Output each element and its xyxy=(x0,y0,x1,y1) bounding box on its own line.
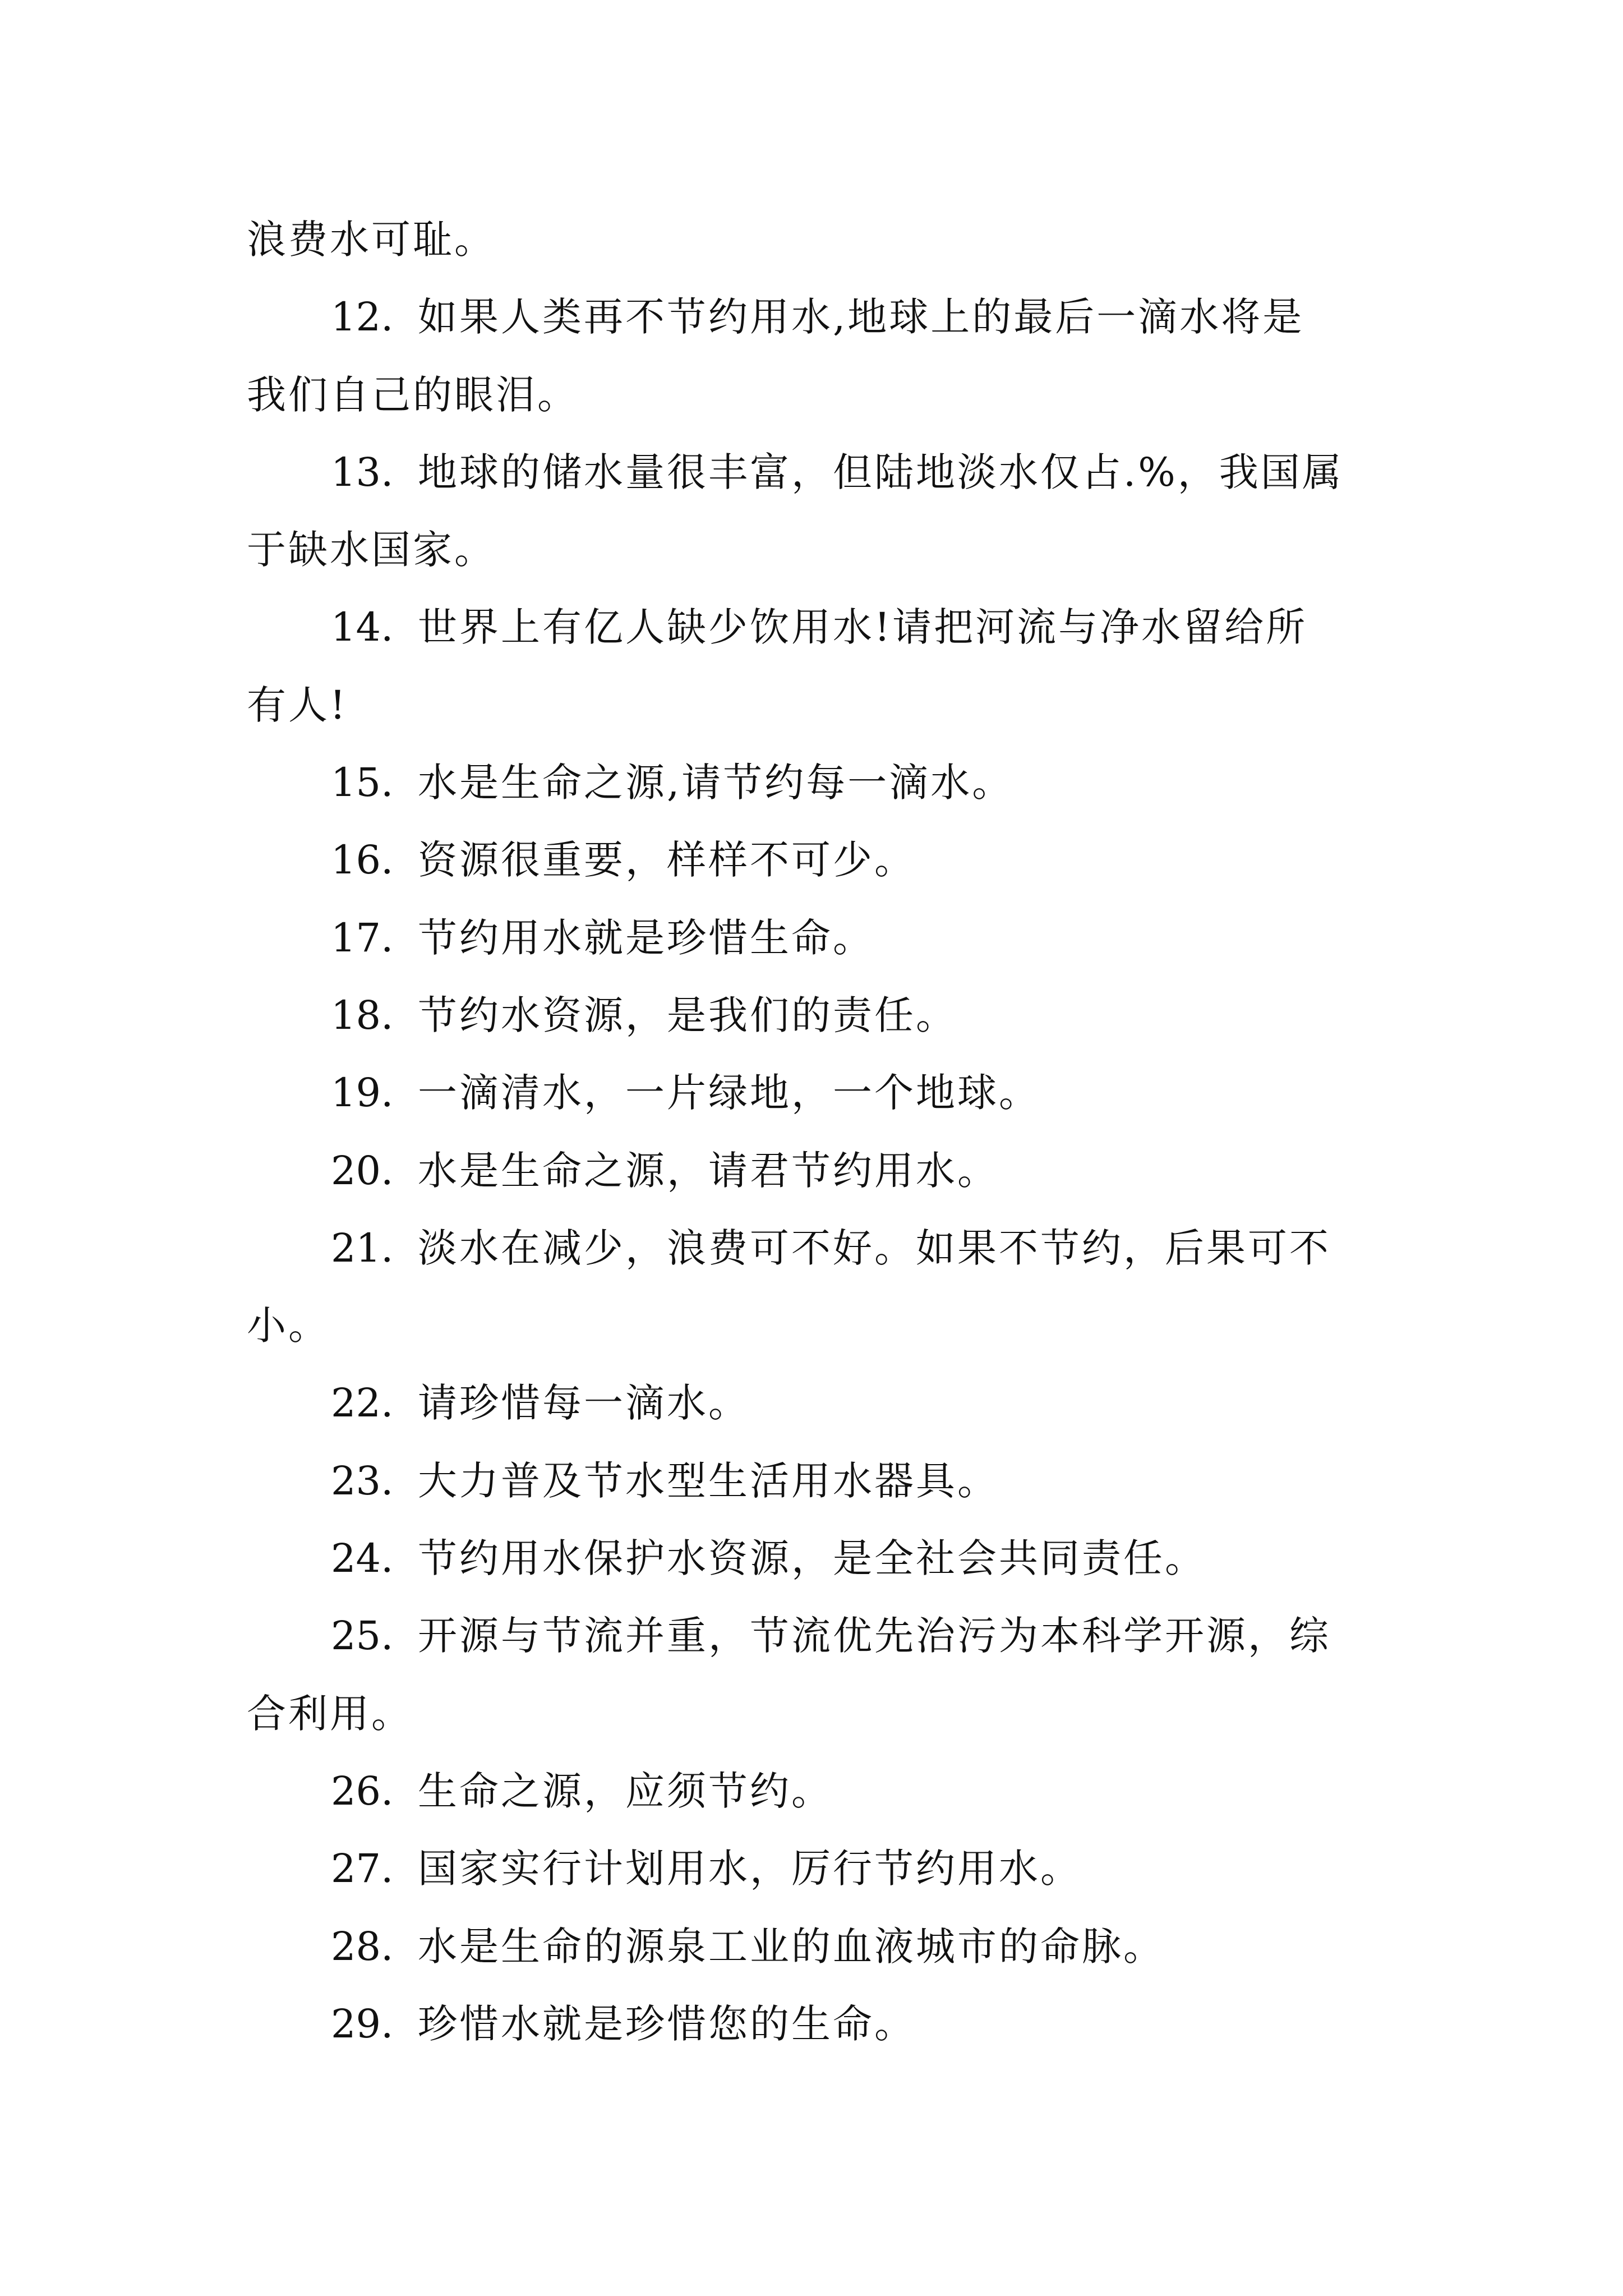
line-text: 一滴清水，一片绿地，一个地球。 xyxy=(418,1070,1040,1116)
continuation-line xyxy=(247,1675,1385,1752)
list-item xyxy=(247,1985,1385,2063)
line-text: 合利用。 xyxy=(247,1690,413,1737)
item-number: 27. xyxy=(331,1846,394,1892)
line-text: 淡水在减少，浪费可不好。如果不节约，后果可不 xyxy=(418,1225,1331,1271)
item-number: 13. xyxy=(331,449,394,495)
line-text: 水是生命之源,请节约每一滴水。 xyxy=(418,760,1014,806)
line-text: 于缺水国家。 xyxy=(247,527,496,573)
list-item xyxy=(247,1209,1385,1287)
item-number: 19. xyxy=(331,1070,394,1116)
list-item xyxy=(247,1132,1385,1209)
item-number: 20. xyxy=(331,1147,394,1194)
continuation-line xyxy=(247,1287,1385,1364)
continuation-line xyxy=(247,666,1385,744)
item-number: 15. xyxy=(331,760,394,806)
list-item xyxy=(247,899,1385,977)
line-text: 水是生命的源泉工业的血液城市的命脉。 xyxy=(418,1923,1165,1970)
line-text: 开源与节流并重，节流优先治污为本科学开源，综 xyxy=(418,1613,1331,1659)
line-text: 浪费水可耻。 xyxy=(247,217,496,263)
line-text: 节约水资源，是我们的责任。 xyxy=(418,992,957,1038)
list-item xyxy=(247,278,1385,356)
continuation-line xyxy=(247,511,1385,588)
continuation-line xyxy=(247,201,1385,278)
item-number: 25. xyxy=(331,1613,394,1659)
list-item xyxy=(247,1908,1385,1985)
list-item xyxy=(247,977,1385,1054)
item-number: 22. xyxy=(331,1380,394,1427)
line-text: 小。 xyxy=(247,1303,330,1349)
list-item xyxy=(247,1597,1385,1674)
line-text: 资源很重要，样样不可少。 xyxy=(418,837,916,884)
line-text: 生命之源，应须节约。 xyxy=(418,1768,833,1814)
line-text: 世界上有亿人缺少饮用水!请把河流与净水留给所 xyxy=(418,604,1308,651)
list-item xyxy=(247,1752,1385,1830)
list-item xyxy=(247,588,1385,666)
item-number: 21. xyxy=(331,1225,394,1271)
item-number: 12. xyxy=(331,294,394,341)
item-number: 28. xyxy=(331,1923,394,1970)
line-text: 水是生命之源，请君节约用水。 xyxy=(418,1147,999,1194)
line-text: 节约用水保护水资源，是全社会共同责任。 xyxy=(418,1535,1206,1582)
list-item xyxy=(247,1830,1385,1907)
list-item xyxy=(247,821,1385,899)
line-text: 珍惜水就是珍惜您的生命。 xyxy=(418,2000,916,2047)
list-item xyxy=(247,744,1385,821)
item-number: 24. xyxy=(331,1535,394,1582)
list-item xyxy=(247,1364,1385,1442)
line-text: 大力普及节水型生活用水器具。 xyxy=(418,1457,999,1504)
item-number: 26. xyxy=(331,1768,394,1814)
line-text: 地球的储水量很丰富，但陆地淡水仅占.%，我国属 xyxy=(418,449,1344,495)
line-text: 节约用水就是珍惜生命。 xyxy=(418,914,874,961)
line-text: 请珍惜每一滴水。 xyxy=(418,1380,750,1427)
continuation-line xyxy=(247,356,1385,434)
item-number: 23. xyxy=(331,1457,394,1504)
line-text: 我们自己的眼泪。 xyxy=(247,371,579,418)
line-text: 国家实行计划用水，厉行节约用水。 xyxy=(418,1846,1082,1892)
line-text: 有人! xyxy=(247,682,348,728)
item-number: 18. xyxy=(331,992,394,1038)
document-body xyxy=(247,201,1385,2063)
line-text: 如果人类再不节约用水,地球上的最后一滴水将是 xyxy=(418,294,1304,341)
item-number: 17. xyxy=(331,914,394,961)
list-item xyxy=(247,434,1385,511)
item-number: 14. xyxy=(331,604,394,651)
list-item xyxy=(247,1442,1385,1520)
item-number: 16. xyxy=(331,837,394,884)
list-item xyxy=(247,1520,1385,1597)
item-number: 29. xyxy=(331,2000,394,2047)
list-item xyxy=(247,1054,1385,1131)
